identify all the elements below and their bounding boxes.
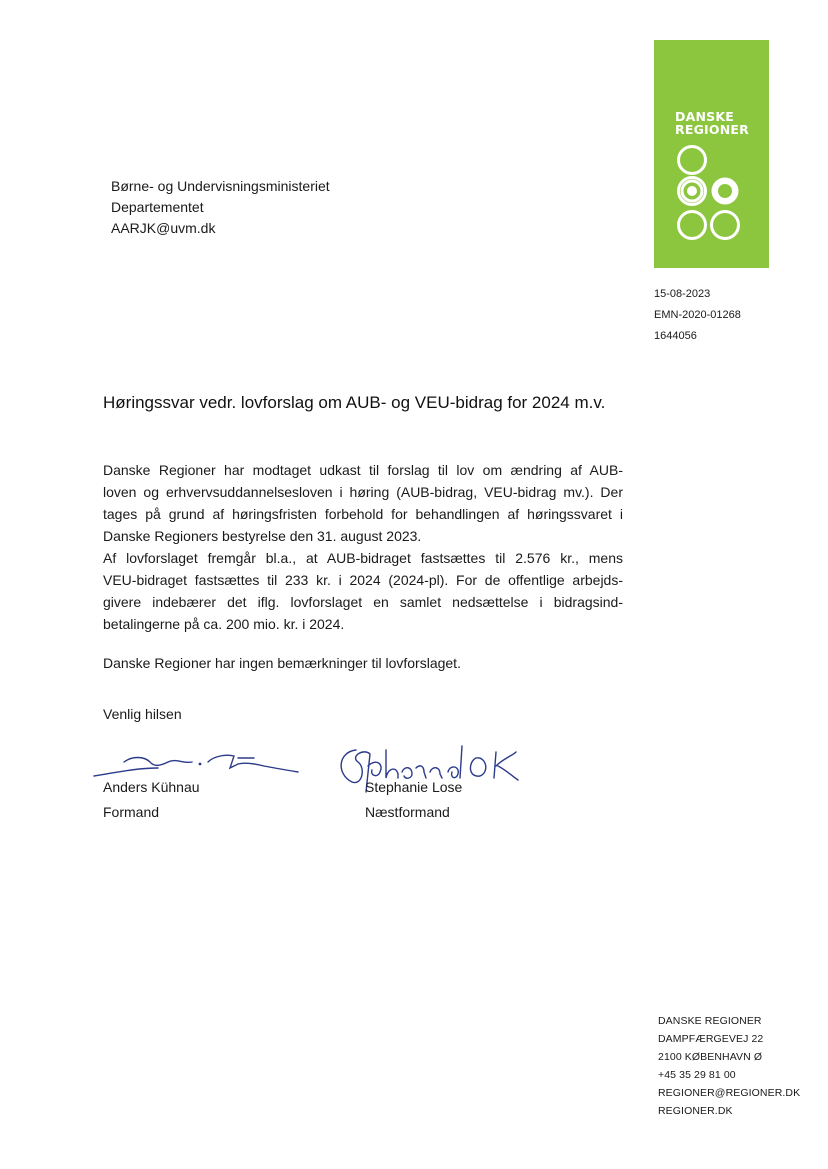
paragraph-line: Danske Regioner har modtaget udkast til forslag til lov om ændring af AUB-: [103, 462, 623, 478]
signer-role: Næstformand: [365, 804, 450, 820]
footer-city: 2100 KØBENHAVN Ø: [658, 1051, 763, 1063]
footer-phone: +45 35 29 81 00: [658, 1069, 736, 1081]
letter-title: Høringssvar vedr. lovforslag om AUB- og VEU-bidrag for 2024 m.v.: [103, 393, 606, 412]
recipient-email: AARJK@uvm.dk: [111, 220, 216, 236]
body-paragraph-2: [103, 547, 623, 635]
paragraph-line: givere indebærer det iflg. lovforslaget en samlet nedsættelse i bidragsind-: [103, 594, 623, 610]
signer-name: Anders Kühnau: [103, 779, 200, 795]
paragraph-line: tages på grund af høringsfristen forbehold for behandlingen af høringssvaret i: [103, 506, 623, 522]
recipient-line-2: Departementet: [111, 199, 204, 215]
signer-2: [365, 775, 462, 825]
paragraph-line: VEU-bidraget fastsættes til 233 kr. i 2024 (2024-pl). For de offentlige arbejds-: [103, 572, 623, 588]
paragraph-line: Danske Regioners bestyrelse den 31. august 2023.: [103, 528, 422, 544]
recipient-address: [111, 176, 330, 239]
document-number: 1644056: [654, 330, 697, 342]
signer-name: Stephanie Lose: [365, 779, 463, 795]
sender-footer: [658, 1012, 800, 1120]
recipient-line-1: Børne- og Undervisningsministeriet: [111, 178, 330, 194]
signer-role: Formand: [103, 804, 160, 820]
body-paragraph-3: [103, 652, 623, 674]
danske-regioner-logo: [654, 40, 769, 268]
paragraph-line: Danske Regioner har ingen bemærkninger til lovforslaget.: [103, 655, 461, 671]
paragraph-line: Af lovforslaget fremgår bl.a., at AUB-bidraget fastsættes til 2.576 kr., mens: [103, 550, 623, 566]
footer-email: REGIONER@REGIONER.DK: [658, 1087, 801, 1099]
logo-text-line-1: DANSKE: [675, 109, 734, 124]
closing-greeting: Venlig hilsen: [103, 706, 182, 722]
document-meta: [654, 284, 741, 347]
document-date: 15-08-2023: [654, 288, 711, 300]
logo-text-line-2: REGIONER: [675, 122, 749, 137]
body-paragraph-1: [103, 459, 623, 547]
paragraph-line: betalingerne på ca. 200 mio. kr. i 2024.: [103, 616, 345, 632]
logo-circles-icon: [654, 40, 769, 268]
footer-web: REGIONER.DK: [658, 1105, 733, 1117]
signer-1: [103, 775, 200, 825]
case-number: EMN-2020-01268: [654, 309, 741, 321]
footer-street: DAMPFÆRGEVEJ 22: [658, 1033, 764, 1045]
footer-org: DANSKE REGIONER: [658, 1015, 762, 1027]
paragraph-line: loven og erhvervsuddannelsesloven i høring (AUB-bidrag, VEU-bidrag mv.). Der: [103, 484, 623, 500]
